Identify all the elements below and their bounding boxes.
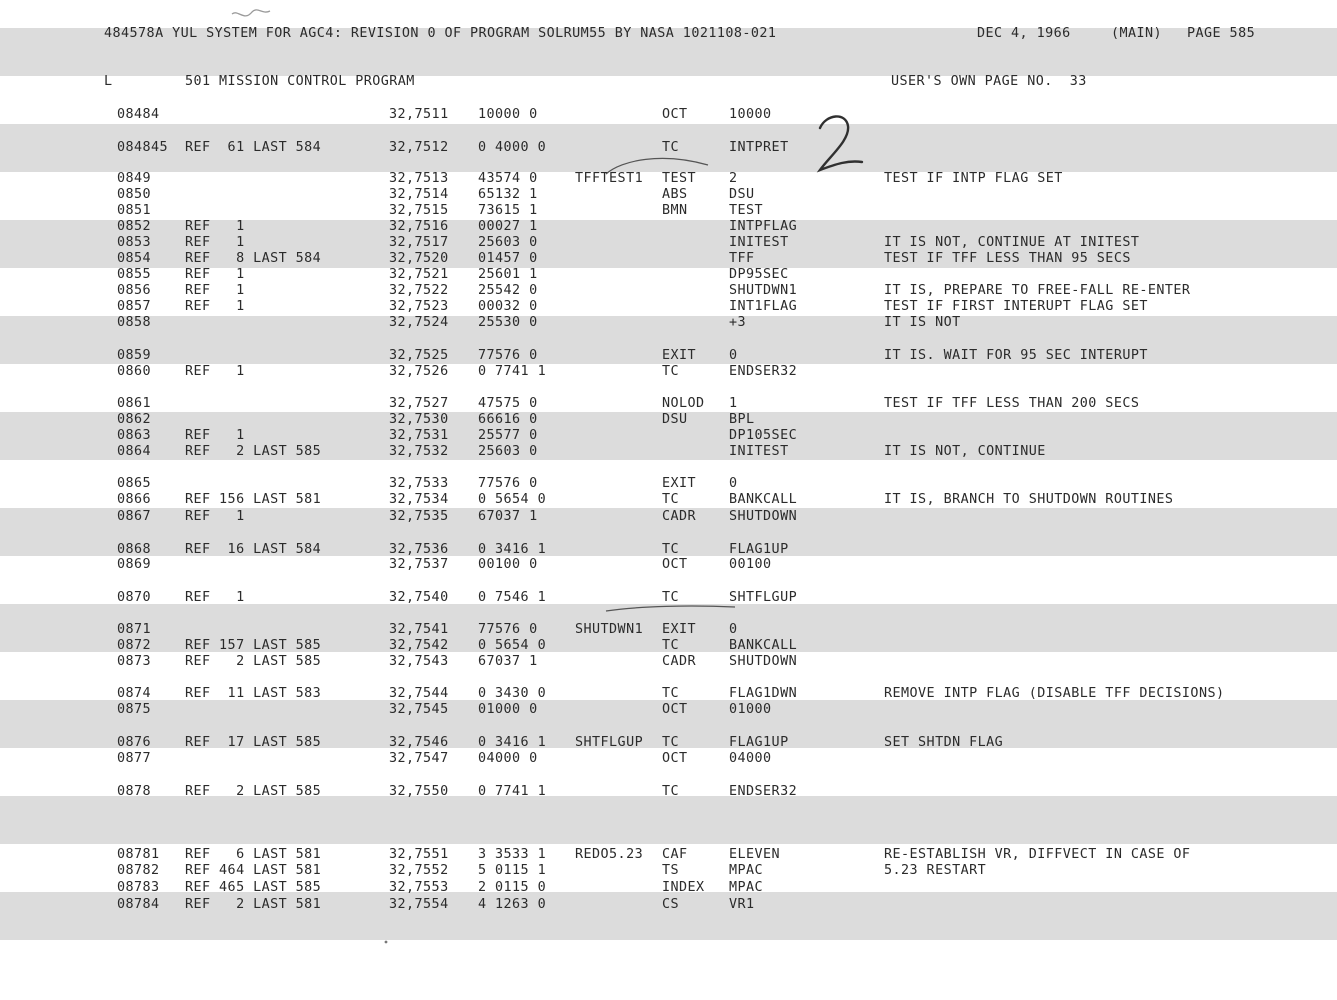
operand: SHUTDOWN xyxy=(729,509,798,524)
address: 32,7536 xyxy=(389,542,449,557)
line-number: 08784 xyxy=(117,897,160,912)
address: 32,7531 xyxy=(389,428,449,443)
operand: 0 xyxy=(729,476,738,491)
line-number: 0877 xyxy=(117,751,152,766)
line-number: 0874 xyxy=(117,686,152,701)
comment: IT IS NOT xyxy=(884,315,961,330)
operand: 1 xyxy=(729,396,738,411)
ref-field: REF 17 LAST 585 xyxy=(185,735,322,750)
opcode: EXIT xyxy=(662,348,697,363)
line-number: 0868 xyxy=(117,542,152,557)
operand: INITEST xyxy=(729,444,789,459)
octal-word: 5 0115 1 xyxy=(478,863,547,878)
address: 32,7554 xyxy=(389,897,449,912)
address: 32,7542 xyxy=(389,638,449,653)
octal-word: 67037 1 xyxy=(478,654,538,669)
comment: TEST IF INTP FLAG SET xyxy=(884,171,1063,186)
ref-field: REF 1 xyxy=(185,299,245,314)
octal-word: 25530 0 xyxy=(478,315,538,330)
handwritten-mark xyxy=(820,116,862,170)
pencil-arc xyxy=(606,158,708,174)
operand: 0 xyxy=(729,622,738,637)
line-number: 08783 xyxy=(117,880,160,895)
octal-word: 00032 0 xyxy=(478,299,538,314)
opcode: TC xyxy=(662,686,680,701)
octal-word: 0 7741 1 xyxy=(478,784,547,799)
operand: +3 xyxy=(729,315,747,330)
operand: BANKCALL xyxy=(729,492,798,507)
octal-word: 73615 1 xyxy=(478,203,538,218)
octal-word: 0 3416 1 xyxy=(478,735,547,750)
program-title: 501 MISSION CONTROL PROGRAM xyxy=(185,74,415,89)
line-number: 08782 xyxy=(117,863,160,878)
ref-field: REF 1 xyxy=(185,590,245,605)
octal-word: 77576 0 xyxy=(478,348,538,363)
line-number: 0870 xyxy=(117,590,152,605)
opcode: TC xyxy=(662,542,680,557)
octal-word: 0 7741 1 xyxy=(478,364,547,379)
octal-word: 0 4000 0 xyxy=(478,140,547,155)
opcode: TS xyxy=(662,863,680,878)
symbol-label: SHUTDWN1 xyxy=(575,622,644,637)
octal-word: 10000 0 xyxy=(478,107,538,122)
address: 32,7521 xyxy=(389,267,449,282)
header-page: PAGE 585 xyxy=(1187,26,1256,41)
operand: 04000 xyxy=(729,751,772,766)
ref-field: REF 1 xyxy=(185,235,245,250)
octal-word: 0 5654 0 xyxy=(478,638,547,653)
subheader-marker: L xyxy=(104,74,113,89)
octal-word: 0 3430 0 xyxy=(478,686,547,701)
operand: FLAG1UP xyxy=(729,542,789,557)
ref-field: REF 1 xyxy=(185,364,245,379)
operand: BANKCALL xyxy=(729,638,798,653)
opcode: TC xyxy=(662,492,680,507)
octal-word: 00027 1 xyxy=(478,219,538,234)
octal-word: 01000 0 xyxy=(478,702,538,717)
octal-word: 25603 0 xyxy=(478,444,538,459)
opcode: INDEX xyxy=(662,880,705,895)
octal-word: 0 5654 0 xyxy=(478,492,547,507)
ref-field: REF 16 LAST 584 xyxy=(185,542,322,557)
line-number: 0853 xyxy=(117,235,152,250)
address: 32,7511 xyxy=(389,107,449,122)
operand: SHUTDOWN xyxy=(729,654,798,669)
line-number: 0866 xyxy=(117,492,152,507)
pencil-underline xyxy=(606,606,735,611)
opcode: TC xyxy=(662,364,680,379)
octal-word: 00100 0 xyxy=(478,557,538,572)
opcode: TC xyxy=(662,638,680,653)
opcode: OCT xyxy=(662,702,688,717)
line-number: 0857 xyxy=(117,299,152,314)
line-number: 0864 xyxy=(117,444,152,459)
octal-word: 25601 1 xyxy=(478,267,538,282)
address: 32,7512 xyxy=(389,140,449,155)
octal-word: 01457 0 xyxy=(478,251,538,266)
octal-word: 25542 0 xyxy=(478,283,538,298)
octal-word: 77576 0 xyxy=(478,476,538,491)
address: 32,7514 xyxy=(389,187,449,202)
ref-field: REF 156 LAST 581 xyxy=(185,492,322,507)
line-number: 0855 xyxy=(117,267,152,282)
operand: DSU xyxy=(729,187,755,202)
address: 32,7527 xyxy=(389,396,449,411)
comment: 5.23 RESTART xyxy=(884,863,987,878)
ref-field: REF 1 xyxy=(185,267,245,282)
line-number: 0863 xyxy=(117,428,152,443)
opcode: NOLOD xyxy=(662,396,705,411)
opcode: CAF xyxy=(662,847,688,862)
line-number: 0872 xyxy=(117,638,152,653)
ref-field: REF 8 LAST 584 xyxy=(185,251,322,266)
address: 32,7523 xyxy=(389,299,449,314)
operand: ELEVEN xyxy=(729,847,781,862)
operand: DP105SEC xyxy=(729,428,798,443)
operand: MPAC xyxy=(729,880,764,895)
opcode: TC xyxy=(662,784,680,799)
line-number: 0869 xyxy=(117,557,152,572)
address: 32,7553 xyxy=(389,880,449,895)
operand: 2 xyxy=(729,171,738,186)
octal-word: 47575 0 xyxy=(478,396,538,411)
operand: MPAC xyxy=(729,863,764,878)
ref-field: REF 6 LAST 581 xyxy=(185,847,322,862)
address: 32,7524 xyxy=(389,315,449,330)
comment: IT IS, BRANCH TO SHUTDOWN ROUTINES xyxy=(884,492,1174,507)
opcode: CADR xyxy=(662,654,697,669)
address: 32,7516 xyxy=(389,219,449,234)
address: 32,7530 xyxy=(389,412,449,427)
comment: RE-ESTABLISH VR, DIFFVECT IN CASE OF xyxy=(884,847,1191,862)
address: 32,7545 xyxy=(389,702,449,717)
opcode: BMN xyxy=(662,203,688,218)
comment: IT IS. WAIT FOR 95 SEC INTERUPT xyxy=(884,348,1148,363)
opcode: TEST xyxy=(662,171,697,186)
ref-field: REF 1 xyxy=(185,283,245,298)
symbol-label: TFFTEST1 xyxy=(575,171,644,186)
operand: VR1 xyxy=(729,897,755,912)
opcode: DSU xyxy=(662,412,688,427)
operand: FLAG1UP xyxy=(729,735,789,750)
symbol-label: REDO5.23 xyxy=(575,847,644,862)
address: 32,7552 xyxy=(389,863,449,878)
opcode: TC xyxy=(662,735,680,750)
header-section: (MAIN) xyxy=(1111,26,1163,41)
operand: SHTFLGUP xyxy=(729,590,798,605)
operand: SHUTDWN1 xyxy=(729,283,798,298)
opcode: EXIT xyxy=(662,622,697,637)
address: 32,7537 xyxy=(389,557,449,572)
address: 32,7551 xyxy=(389,847,449,862)
line-number: 0850 xyxy=(117,187,152,202)
address: 32,7526 xyxy=(389,364,449,379)
address: 32,7513 xyxy=(389,171,449,186)
octal-word: 66616 0 xyxy=(478,412,538,427)
opcode: ABS xyxy=(662,187,688,202)
ref-field: REF 465 LAST 585 xyxy=(185,880,322,895)
comment: TEST IF TFF LESS THAN 95 SECS xyxy=(884,251,1131,266)
address: 32,7535 xyxy=(389,509,449,524)
line-number: 0862 xyxy=(117,412,152,427)
line-number: 084845 xyxy=(117,140,169,155)
octal-word: 43574 0 xyxy=(478,171,538,186)
line-number: 0875 xyxy=(117,702,152,717)
address: 32,7534 xyxy=(389,492,449,507)
line-number: 0851 xyxy=(117,203,152,218)
operand: 00100 xyxy=(729,557,772,572)
address: 32,7541 xyxy=(389,622,449,637)
operand: DP95SEC xyxy=(729,267,789,282)
line-number: 0861 xyxy=(117,396,152,411)
opcode: OCT xyxy=(662,751,688,766)
octal-word: 25577 0 xyxy=(478,428,538,443)
line-number: 0858 xyxy=(117,315,152,330)
octal-word: 2 0115 0 xyxy=(478,880,547,895)
octal-word: 0 7546 1 xyxy=(478,590,547,605)
line-number: 0865 xyxy=(117,476,152,491)
address: 32,7517 xyxy=(389,235,449,250)
symbol-label: SHTFLGUP xyxy=(575,735,644,750)
line-number: 0873 xyxy=(117,654,152,669)
address: 32,7515 xyxy=(389,203,449,218)
octal-word: 4 1263 0 xyxy=(478,897,547,912)
operand: TEST xyxy=(729,203,764,218)
comment: IT IS, PREPARE TO FREE-FALL RE-ENTER xyxy=(884,283,1191,298)
address: 32,7550 xyxy=(389,784,449,799)
address: 32,7540 xyxy=(389,590,449,605)
address: 32,7547 xyxy=(389,751,449,766)
ref-field: REF 1 xyxy=(185,428,245,443)
operand: INT1FLAG xyxy=(729,299,798,314)
address: 32,7520 xyxy=(389,251,449,266)
address: 32,7522 xyxy=(389,283,449,298)
address: 32,7533 xyxy=(389,476,449,491)
octal-word: 04000 0 xyxy=(478,751,538,766)
comment: TEST IF FIRST INTERUPT FLAG SET xyxy=(884,299,1148,314)
opcode: OCT xyxy=(662,107,688,122)
comment: SET SHTDN FLAG xyxy=(884,735,1004,750)
comment: IT IS NOT, CONTINUE xyxy=(884,444,1046,459)
address: 32,7525 xyxy=(389,348,449,363)
line-number: 0867 xyxy=(117,509,152,524)
header-date: DEC 4, 1966 xyxy=(977,26,1071,41)
ref-field: REF 11 LAST 583 xyxy=(185,686,322,701)
line-number: 0856 xyxy=(117,283,152,298)
line-number: 0878 xyxy=(117,784,152,799)
address: 32,7546 xyxy=(389,735,449,750)
paper-speck xyxy=(385,941,388,944)
handwritten-mark-text: 2 xyxy=(851,131,852,132)
line-number: 0852 xyxy=(117,219,152,234)
operand: BPL xyxy=(729,412,755,427)
octal-word: 77576 0 xyxy=(478,622,538,637)
comment: REMOVE INTP FLAG (DISABLE TFF DECISIONS) xyxy=(884,686,1225,701)
line-number: 0849 xyxy=(117,171,152,186)
ref-field: REF 157 LAST 585 xyxy=(185,638,322,653)
octal-word: 65132 1 xyxy=(478,187,538,202)
line-number: 0860 xyxy=(117,364,152,379)
line-number: 0876 xyxy=(117,735,152,750)
operand: INITEST xyxy=(729,235,789,250)
operand: ENDSER32 xyxy=(729,784,798,799)
operand: ENDSER32 xyxy=(729,364,798,379)
pencil-scribble xyxy=(232,10,270,16)
operand: INTPFLAG xyxy=(729,219,798,234)
ref-field: REF 2 LAST 581 xyxy=(185,897,322,912)
ref-field: REF 464 LAST 581 xyxy=(185,863,322,878)
octal-word: 67037 1 xyxy=(478,509,538,524)
ref-field: REF 1 xyxy=(185,509,245,524)
operand: 0 xyxy=(729,348,738,363)
operand: FLAG1DWN xyxy=(729,686,798,701)
line-number: 0859 xyxy=(117,348,152,363)
operand: 01000 xyxy=(729,702,772,717)
opcode: TC xyxy=(662,140,680,155)
comment: IT IS NOT, CONTINUE AT INITEST xyxy=(884,235,1140,250)
user-page-number: USER'S OWN PAGE NO. 33 xyxy=(891,74,1087,89)
operand: INTPRET xyxy=(729,140,789,155)
ref-field: REF 2 LAST 585 xyxy=(185,654,322,669)
line-number: 0871 xyxy=(117,622,152,637)
line-number: 08484 xyxy=(117,107,160,122)
comment: TEST IF TFF LESS THAN 200 SECS xyxy=(884,396,1140,411)
ref-field: REF 61 LAST 584 xyxy=(185,140,322,155)
octal-word: 25603 0 xyxy=(478,235,538,250)
operand: TFF xyxy=(729,251,755,266)
line-number: 08781 xyxy=(117,847,160,862)
octal-word: 3 3533 1 xyxy=(478,847,547,862)
ref-field: REF 1 xyxy=(185,219,245,234)
address: 32,7543 xyxy=(389,654,449,669)
opcode: TC xyxy=(662,590,680,605)
address: 32,7532 xyxy=(389,444,449,459)
line-number: 0854 xyxy=(117,251,152,266)
octal-word: 0 3416 1 xyxy=(478,542,547,557)
opcode: OCT xyxy=(662,557,688,572)
opcode: EXIT xyxy=(662,476,697,491)
opcode: CADR xyxy=(662,509,697,524)
header-title: 484578A YUL SYSTEM FOR AGC4: REVISION 0 OF PROGRAM SOLRUM55 BY NASA 1021108-021 xyxy=(104,26,777,41)
operand: 10000 xyxy=(729,107,772,122)
ref-field: REF 2 LAST 585 xyxy=(185,784,322,799)
ref-field: REF 2 LAST 585 xyxy=(185,444,322,459)
opcode: CS xyxy=(662,897,680,912)
address: 32,7544 xyxy=(389,686,449,701)
